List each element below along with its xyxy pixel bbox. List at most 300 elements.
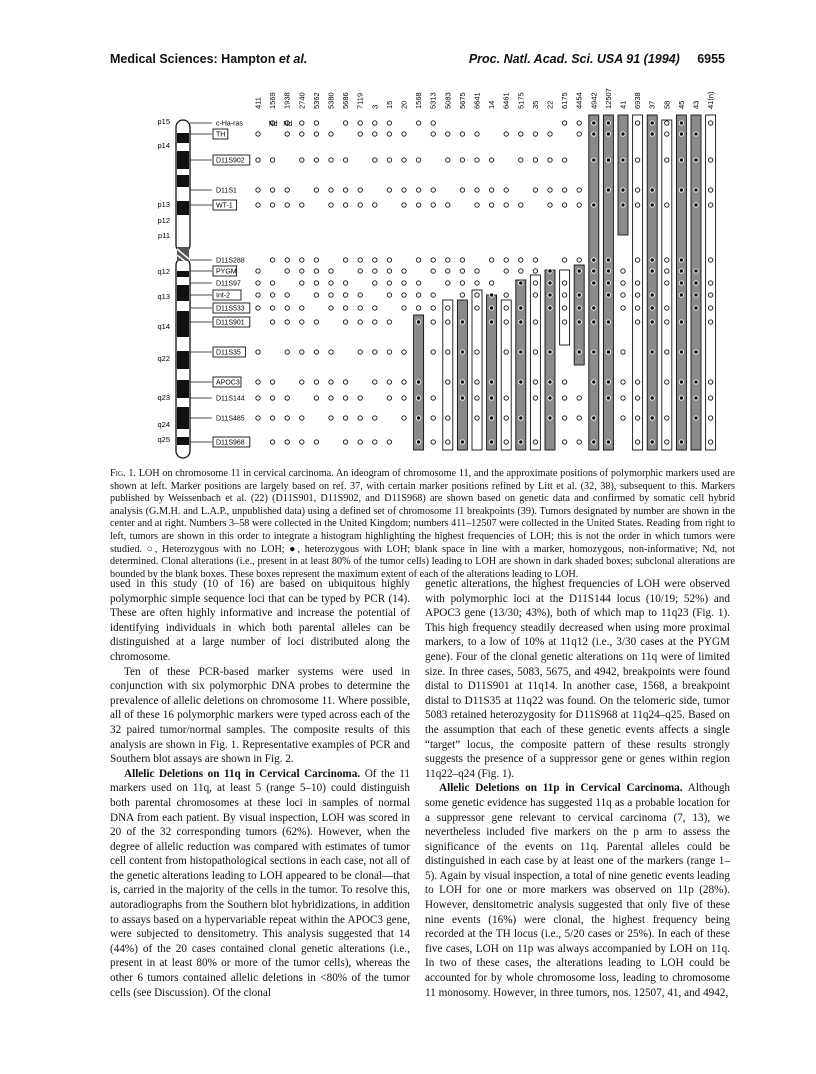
- heterozygosity-marker: [300, 158, 304, 162]
- heterozygosity-marker: [343, 293, 347, 297]
- heterozygosity-marker: [256, 293, 260, 297]
- heterozygosity-marker: [577, 121, 581, 125]
- heterozygosity-marker: [270, 396, 274, 400]
- heterozygosity-marker: [460, 258, 464, 262]
- heterozygosity-marker: [373, 350, 377, 354]
- heterozygosity-marker: [314, 269, 318, 273]
- heterozygosity-marker: [533, 396, 537, 400]
- heterozygosity-marker: [475, 281, 479, 285]
- heterozygosity-marker: [621, 158, 625, 162]
- heterozygosity-marker: [577, 132, 581, 136]
- heterozygosity-marker: [416, 320, 420, 324]
- heterozygosity-marker: [519, 132, 523, 136]
- heterozygosity-marker: [708, 121, 712, 125]
- heterozygosity-marker: [460, 158, 464, 162]
- heterozygosity-marker: [431, 293, 435, 297]
- heterozygosity-marker: [343, 203, 347, 207]
- tumor-id: 3: [370, 104, 380, 109]
- heterozygosity-marker: [329, 293, 333, 297]
- heterozygosity-marker: [402, 158, 406, 162]
- heterozygosity-marker: [358, 132, 362, 136]
- heterozygosity-marker: [460, 188, 464, 192]
- heterozygosity-marker: [460, 396, 464, 400]
- heterozygosity-marker: [343, 320, 347, 324]
- heterozygosity-marker: [329, 396, 333, 400]
- tumor-id: 14: [487, 100, 497, 109]
- heterozygosity-marker: [650, 396, 654, 400]
- tumor-id: 6175: [560, 92, 570, 109]
- heterozygosity-marker: [314, 258, 318, 262]
- heterozygosity-marker: [343, 158, 347, 162]
- heterozygosity-marker: [270, 416, 274, 420]
- heterozygosity-marker: [504, 188, 508, 192]
- heterozygosity-marker: [504, 269, 508, 273]
- heterozygosity-marker: [548, 350, 552, 354]
- heterozygosity-marker: [665, 258, 669, 262]
- heterozygosity-marker: [402, 203, 406, 207]
- heterozygosity-marker: [548, 158, 552, 162]
- heterozygosity-marker: [373, 203, 377, 207]
- heterozygosity-marker: [285, 132, 289, 136]
- heterozygosity-marker: [270, 258, 274, 262]
- heterozygosity-marker: [358, 258, 362, 262]
- heterozygosity-marker: [446, 158, 450, 162]
- heterozygosity-marker: [489, 281, 493, 285]
- heterozygosity-marker: [475, 306, 479, 310]
- heterozygosity-marker: [475, 350, 479, 354]
- heterozygosity-marker: [402, 188, 406, 192]
- heterozygosity-marker: [694, 380, 698, 384]
- heterozygosity-marker: [285, 306, 289, 310]
- heterozygosity-marker: [548, 269, 552, 273]
- heterozygosity-marker: [489, 380, 493, 384]
- heterozygosity-marker: [650, 258, 654, 262]
- heterozygosity-marker: [475, 132, 479, 136]
- heterozygosity-marker: [621, 380, 625, 384]
- heterozygosity-marker: [635, 293, 639, 297]
- heterozygosity-marker: [694, 281, 698, 285]
- heterozygosity-marker: [446, 320, 450, 324]
- tumor-id: 35: [530, 100, 540, 109]
- heterozygosity-marker: [635, 306, 639, 310]
- band-label: q22: [157, 354, 170, 363]
- heterozygosity-marker: [285, 350, 289, 354]
- heterozygosity-marker: [285, 258, 289, 262]
- heterozygosity-marker: [285, 416, 289, 420]
- heterozygosity-marker: [387, 258, 391, 262]
- heterozygosity-marker: [621, 416, 625, 420]
- heterozygosity-marker: [416, 396, 420, 400]
- heterozygosity-marker: [562, 293, 566, 297]
- tumor-id: 5175: [516, 92, 526, 109]
- tumor-id: 58: [662, 100, 672, 109]
- heterozygosity-marker: [679, 396, 683, 400]
- paragraph: genetic alterations, the highest frequencies of LOH were observed with polymorphic loci at the D11S144 locus (10/19; 52%) and APOC3 gene (13/30; 43%), both of which map to 11q23 (Fig. 1). This high frequency steadily decreased when using more proximal markers, to a low of 10% at 11q12 (i.e., 3/30 cases at the PYGM gene). Four of the clonal genetic alterations on 11q were of limited size. In three cases, 5083, 5675, and 4942, breakpoints were found distal to D11S901 at 11q14. In another case, 1568, a breakpoint distal to D11S35 at 11q22 was found. On the telomeric side, tumor 5083 retained heterozygosity for D11S968 at 11q24–q25. Based on the assumption that each of these genetic events affects a single “target” locus, the composite pattern of these results strongly suggests the presence of a suppressor gene or genes within region 11q22–q24 (Fig. 1).: [425, 578, 730, 780]
- heterozygosity-marker: [679, 320, 683, 324]
- figure-caption: [110, 468, 735, 581]
- heterozygosity-marker: [460, 269, 464, 273]
- heterozygosity-marker: [562, 121, 566, 125]
- heterozygosity-marker: [577, 440, 581, 444]
- heterozygosity-marker: [606, 320, 610, 324]
- heterozygosity-marker: [314, 350, 318, 354]
- heterozygosity-marker: [665, 203, 669, 207]
- heterozygosity-marker: [475, 269, 479, 273]
- heterozygosity-marker: [606, 158, 610, 162]
- heterozygosity-marker: [665, 269, 669, 273]
- heterozygosity-marker: [256, 188, 260, 192]
- heterozygosity-marker: [562, 380, 566, 384]
- heterozygosity-marker: [679, 380, 683, 384]
- tumor-id: 41(n): [706, 91, 716, 109]
- heterozygosity-marker: [679, 132, 683, 136]
- body-column-right: [425, 577, 730, 1000]
- heterozygosity-marker: [533, 350, 537, 354]
- caption-label: Fig. 1.: [110, 468, 136, 479]
- heterozygosity-marker: [446, 203, 450, 207]
- heterozygosity-marker: [533, 293, 537, 297]
- heterozygosity-marker: [679, 158, 683, 162]
- heterozygosity-marker: [343, 416, 347, 420]
- heterozygosity-marker: [256, 306, 260, 310]
- heterozygosity-marker: [314, 396, 318, 400]
- heterozygosity-marker: [475, 188, 479, 192]
- heterozygosity-marker: [606, 293, 610, 297]
- heterozygosity-marker: [431, 350, 435, 354]
- heterozygosity-marker: [577, 258, 581, 262]
- heterozygosity-marker: [416, 293, 420, 297]
- heterozygosity-marker: [592, 158, 596, 162]
- heterozygosity-marker: [256, 380, 260, 384]
- heterozygosity-marker: [373, 132, 377, 136]
- heterozygosity-marker: [314, 132, 318, 136]
- heterozygosity-marker: [431, 188, 435, 192]
- heterozygosity-marker: [577, 396, 581, 400]
- heterozygosity-marker: [592, 416, 596, 420]
- heterozygosity-marker: [300, 132, 304, 136]
- header-right: [469, 52, 725, 66]
- heterozygosity-marker: [475, 416, 479, 420]
- heterozygosity-marker: [256, 281, 260, 285]
- heterozygosity-marker: [504, 306, 508, 310]
- header-left: Medical Sciences: Hampton et al.: [110, 52, 308, 66]
- heterozygosity-marker: [635, 158, 639, 162]
- heterozygosity-marker: [300, 440, 304, 444]
- heterozygosity-marker: [548, 281, 552, 285]
- heterozygosity-marker: [635, 203, 639, 207]
- tumor-id: 41: [618, 100, 628, 109]
- heterozygosity-marker: [256, 158, 260, 162]
- heterozygosity-marker: [504, 132, 508, 136]
- heterozygosity-marker: [635, 320, 639, 324]
- heterozygosity-marker: [358, 440, 362, 444]
- heterozygosity-marker: [577, 306, 581, 310]
- heterozygosity-marker: [387, 293, 391, 297]
- heterozygosity-marker: [329, 281, 333, 285]
- heterozygosity-marker: [270, 158, 274, 162]
- heterozygosity-marker: [329, 269, 333, 273]
- heterozygosity-marker: [694, 306, 698, 310]
- heterozygosity-marker: [519, 380, 523, 384]
- heterozygosity-marker: [358, 396, 362, 400]
- band-label: p12: [157, 216, 170, 225]
- heterozygosity-marker: [635, 380, 639, 384]
- heterozygosity-marker: [621, 203, 625, 207]
- tumor-id: 1569: [268, 92, 278, 109]
- body-column-left: [110, 577, 410, 1000]
- band-label: p14: [157, 141, 170, 150]
- heterozygosity-marker: [679, 281, 683, 285]
- heterozygosity-marker: [679, 293, 683, 297]
- heterozygosity-marker: [519, 281, 523, 285]
- heterozygosity-marker: [635, 188, 639, 192]
- tumor-id: 5380: [326, 92, 336, 109]
- heterozygosity-marker: [446, 269, 450, 273]
- section-heading: Allelic Deletions on 11q in Cervical Carcinoma.: [124, 767, 361, 780]
- heterozygosity-marker: [446, 350, 450, 354]
- heterozygosity-marker: [300, 416, 304, 420]
- heterozygosity-marker: [548, 396, 552, 400]
- heterozygosity-marker: [708, 281, 712, 285]
- band-label: p11: [158, 231, 170, 240]
- heterozygosity-marker: [387, 269, 391, 273]
- heterozygosity-marker: [504, 258, 508, 262]
- heterozygosity-marker: [446, 258, 450, 262]
- tumor-id: 2740: [297, 92, 307, 109]
- tumor-id: 5313: [428, 92, 438, 109]
- heterozygosity-marker: [300, 350, 304, 354]
- running-header: [110, 52, 725, 70]
- heterozygosity-marker: [431, 416, 435, 420]
- heterozygosity-marker: [329, 203, 333, 207]
- heterozygosity-marker: [475, 158, 479, 162]
- heterozygosity-marker: [431, 203, 435, 207]
- heterozygosity-marker: [635, 281, 639, 285]
- heterozygosity-marker: [256, 269, 260, 273]
- marker-label: D11S968: [216, 439, 245, 447]
- heterozygosity-marker: [694, 350, 698, 354]
- marker-label: D11S288: [216, 257, 245, 265]
- heterozygosity-marker: [329, 158, 333, 162]
- heterozygosity-marker: [373, 269, 377, 273]
- heterozygosity-marker: [562, 306, 566, 310]
- chromosome-ideogram: [176, 120, 190, 458]
- heterozygosity-marker: [533, 132, 537, 136]
- loh-box: [472, 290, 482, 450]
- heterozygosity-marker: [416, 380, 420, 384]
- heterozygosity-marker: [519, 350, 523, 354]
- heterozygosity-marker: [358, 203, 362, 207]
- heterozygosity-marker: [708, 306, 712, 310]
- heterozygosity-marker: [256, 416, 260, 420]
- heterozygosity-marker: [358, 188, 362, 192]
- heterozygosity-marker: [300, 281, 304, 285]
- heterozygosity-marker: [665, 416, 669, 420]
- heterozygosity-marker: [665, 440, 669, 444]
- heterozygosity-marker: [416, 121, 420, 125]
- section-heading: Allelic Deletions on 11p in Cervical Carcinoma.: [439, 782, 683, 795]
- heterozygosity-marker: [592, 281, 596, 285]
- heterozygosity-marker: [665, 350, 669, 354]
- heterozygosity-marker: [270, 281, 274, 285]
- heterozygosity-marker: [621, 281, 625, 285]
- heterozygosity-marker: [621, 188, 625, 192]
- heterozygosity-marker: [533, 269, 537, 273]
- heterozygosity-marker: [606, 188, 610, 192]
- heterozygosity-marker: [329, 306, 333, 310]
- heterozygosity-marker: [329, 132, 333, 136]
- heterozygosity-marker: [373, 320, 377, 324]
- band-label: q13: [157, 292, 170, 301]
- heterozygosity-marker: [358, 306, 362, 310]
- band-label: q23: [157, 393, 170, 402]
- heterozygosity-marker: [285, 320, 289, 324]
- heterozygosity-marker: [402, 350, 406, 354]
- heterozygosity-marker: [256, 350, 260, 354]
- heterozygosity-marker: [548, 132, 552, 136]
- heterozygosity-marker: [592, 121, 596, 125]
- tumor-id: 6461: [501, 92, 511, 109]
- heterozygosity-marker: [606, 380, 610, 384]
- marker-label: D11S1: [216, 187, 237, 195]
- heterozygosity-marker: [592, 440, 596, 444]
- heterozygosity-marker: [577, 203, 581, 207]
- heterozygosity-marker: [314, 188, 318, 192]
- heterozygosity-marker: [533, 281, 537, 285]
- heterozygosity-marker: [650, 269, 654, 273]
- heterozygosity-marker: [314, 293, 318, 297]
- heterozygosity-marker: [285, 188, 289, 192]
- heterozygosity-marker: [431, 121, 435, 125]
- heterozygosity-marker: [416, 306, 420, 310]
- heterozygosity-marker: [358, 293, 362, 297]
- paragraph: Allelic Deletions on 11q in Cervical Carcinoma. Of the 11 markers used on 11q, at least 5 (range 5–10) could distinguish both parental chromosomes at these loci in samples of normal DNA from each patient. By visual inspection, LOH was scored in 20 of the 32 corresponding tumors (62%). However, when the degree of allelic reduction was compared with estimates of tumor cell content from histopathological sections in each case, not all of the genetic alterations leading to LOH appeared to be clonal—that is, carried in the majority of the cells in the tumor. To resolve this, autoradiographs from the Southern blot hybridizations, in addition to assays based on a hypervariable repeat within the APOC3 gene, were subjected to densitometry. This analysis suggested that 14 (44%) of the 20 cases contained clonal genetic alterations (i.e., present in at least 80% or more of the tumor cells), whereas the other 6 tumors contained allelic deletions in <80% of the tumor cells (see Discussion). Of the clonal: [110, 767, 411, 999]
- heterozygosity-marker: [416, 258, 420, 262]
- heterozygosity-marker: [489, 320, 493, 324]
- heterozygosity-marker: [343, 258, 347, 262]
- heterozygosity-marker: [533, 258, 537, 262]
- tumor-id: 5362: [311, 92, 321, 109]
- marker-label: D11S35: [216, 349, 241, 357]
- heterozygosity-marker: [504, 320, 508, 324]
- heterozygosity-marker: [504, 396, 508, 400]
- caption-text: LOH on chromosome 11 in cervical carcinoma. An ideogram of chromosome 11, and the approximate positions of polymorphic markers used are shown at left. Marker positions are largely based on ref. 37, with certain marker positions refined by Litt et al. (32, 38), subsequent to this. Markers published by Weissenbach et al. (22) (D11S901, D11S902, and D11S968) are shown based on genetic data and confirmed by somatic cell hybrid analysis (G.M.H. and L.A.P., unpublished data) using a defined set of chromosome 11 breakpoints (39). Tumors designated by number are shown in the center and at right. Numbers 3–58 were collected in the United Kingdom; numbers 411–12507 were collected in the United States. Reading from right to left, tumors are shown in this order to integrate a histogram highlighting the highest frequencies of LOH; this is not the order in which tumors were studied. ○, Heterozygous with no LOH; ●, heterozygous with LOH; blank space in line with a marker, homozygous, non-informative; Nd, not determined. Clonal alterations (i.e., present in at least 80% of the tumor cells) leading to LOH are shown in dark shaded boxes; subclonal alterations are bounded by the blank boxes. These boxes represent the maximum extent of each of the alterations leading to LOH.: [110, 468, 735, 580]
- journal-citation: Proc. Natl. Acad. Sci. USA 91 (1994): [468, 52, 680, 66]
- marker-label: D11S902: [216, 157, 245, 165]
- tumor-id: 12507: [603, 88, 613, 109]
- tumor-id: 6641: [472, 92, 482, 109]
- tumor-id: 37: [647, 100, 657, 109]
- heterozygosity-marker: [387, 281, 391, 285]
- heterozygosity-marker: [708, 258, 712, 262]
- heterozygosity-marker: [387, 380, 391, 384]
- heterozygosity-marker: [519, 258, 523, 262]
- heterozygosity-marker: [256, 203, 260, 207]
- heterozygosity-marker: [416, 416, 420, 420]
- paragraph: Ten of these PCR-based marker systems were used in conjunction with six polymorphic DNA probes to determine the prevalence of allelic deletions on chromosome 11. Where possible, all of these 16 polymorphic markers were typed across each of the 32 paired tumor/normal samples. The composite results of this analysis are shown in Fig. 1. Representative examples of PCR and Southern blot assays are shown in Fig. 2.: [110, 665, 410, 766]
- heterozygosity-marker: [387, 132, 391, 136]
- heterozygosity-marker: [285, 440, 289, 444]
- heterozygosity-marker: [533, 440, 537, 444]
- tumor-id: 22: [545, 100, 555, 109]
- heterozygosity-marker: [606, 350, 610, 354]
- marker-label: D11S485: [216, 415, 245, 423]
- paragraph: Allelic Deletions on 11p in Cervical Carcinoma. Although some genetic evidence has suggested 11q as a probable location for a suppressor gene relevant to cervical carcinoma (7, 13), we nevertheless included five markers on the p arm to assess the significance of the events on 11q. Parental alleles could be distinguished in each case by at least one of the markers (range 1–5). Again by visual inspection, a total of nine genetic events leading to LOH for one or more markers was observed on 11p (28%). However, densitometric analysis suggested that only five of these nine events (16%) were clonal, the highest frequency being recorded at the TH locus (i.e., 5/20 cases or 25%). In each of these five cases, LOH on 11p was always accompanied by LOH on 11q. In two of these cases, the alterations leading to LOH could be accounted for by whole chromosome loss, leading to chromosome 11 monosomy. However, in three tumors, nos. 12507, 41, and 4942,: [425, 782, 731, 999]
- band-label: q25: [157, 435, 170, 444]
- heterozygosity-marker: [577, 269, 581, 273]
- heterozygosity-marker: [460, 132, 464, 136]
- heterozygosity-marker: [548, 416, 552, 420]
- heterozygosity-marker: [446, 416, 450, 420]
- heterozygosity-marker: [650, 320, 654, 324]
- heterozygosity-marker: [314, 320, 318, 324]
- heterozygosity-marker: [489, 258, 493, 262]
- heterozygosity-marker: [708, 158, 712, 162]
- marker-label: D11S901: [216, 319, 245, 327]
- heterozygosity-marker: [314, 380, 318, 384]
- heterozygosity-marker: [475, 380, 479, 384]
- heterozygosity-marker: [533, 188, 537, 192]
- heterozygosity-marker: [694, 293, 698, 297]
- tumor-id: 45: [676, 100, 686, 109]
- heterozygosity-marker: [592, 380, 596, 384]
- heterozygosity-marker: [650, 440, 654, 444]
- heterozygosity-marker: [446, 281, 450, 285]
- heterozygosity-marker: [679, 350, 683, 354]
- heterozygosity-marker: [446, 132, 450, 136]
- heterozygosity-marker: [416, 440, 420, 444]
- heterozygosity-marker: [621, 306, 625, 310]
- heterozygosity-marker: [343, 306, 347, 310]
- heterozygosity-marker: [489, 188, 493, 192]
- heterozygosity-marker: [562, 440, 566, 444]
- band-label: q14: [157, 322, 170, 331]
- heterozygosity-marker: [416, 203, 420, 207]
- heterozygosity-marker: [635, 121, 639, 125]
- heterozygosity-marker: [431, 320, 435, 324]
- heterozygosity-marker: [650, 416, 654, 420]
- heterozygosity-marker: [650, 350, 654, 354]
- heterozygosity-marker: [665, 158, 669, 162]
- heterozygosity-marker: [402, 396, 406, 400]
- heterozygosity-marker: [416, 188, 420, 192]
- tumor-id: 411: [253, 97, 263, 109]
- tumor-id: 7119: [355, 92, 365, 109]
- heterozygosity-marker: [679, 269, 683, 273]
- tumor-id: 1568: [414, 92, 424, 109]
- heterozygosity-marker: [650, 132, 654, 136]
- heterozygosity-marker: [519, 306, 523, 310]
- heterozygosity-marker: [635, 440, 639, 444]
- heterozygosity-marker: [343, 440, 347, 444]
- heterozygosity-marker: [708, 440, 712, 444]
- heterozygosity-marker: [621, 350, 625, 354]
- heterozygosity-marker: [373, 121, 377, 125]
- heterozygosity-marker: [270, 203, 274, 207]
- heterozygosity-marker: [504, 203, 508, 207]
- tumor-id: 5675: [457, 92, 467, 109]
- heterozygosity-marker: [694, 416, 698, 420]
- loh-box: [530, 275, 540, 450]
- heterozygosity-marker: [387, 350, 391, 354]
- heterozygosity-marker: [446, 306, 450, 310]
- heterozygosity-marker: [694, 203, 698, 207]
- heterozygosity-marker: [650, 188, 654, 192]
- heterozygosity-marker: [431, 440, 435, 444]
- heterozygosity-marker: [270, 440, 274, 444]
- heterozygosity-marker: [270, 320, 274, 324]
- heterozygosity-marker: [343, 188, 347, 192]
